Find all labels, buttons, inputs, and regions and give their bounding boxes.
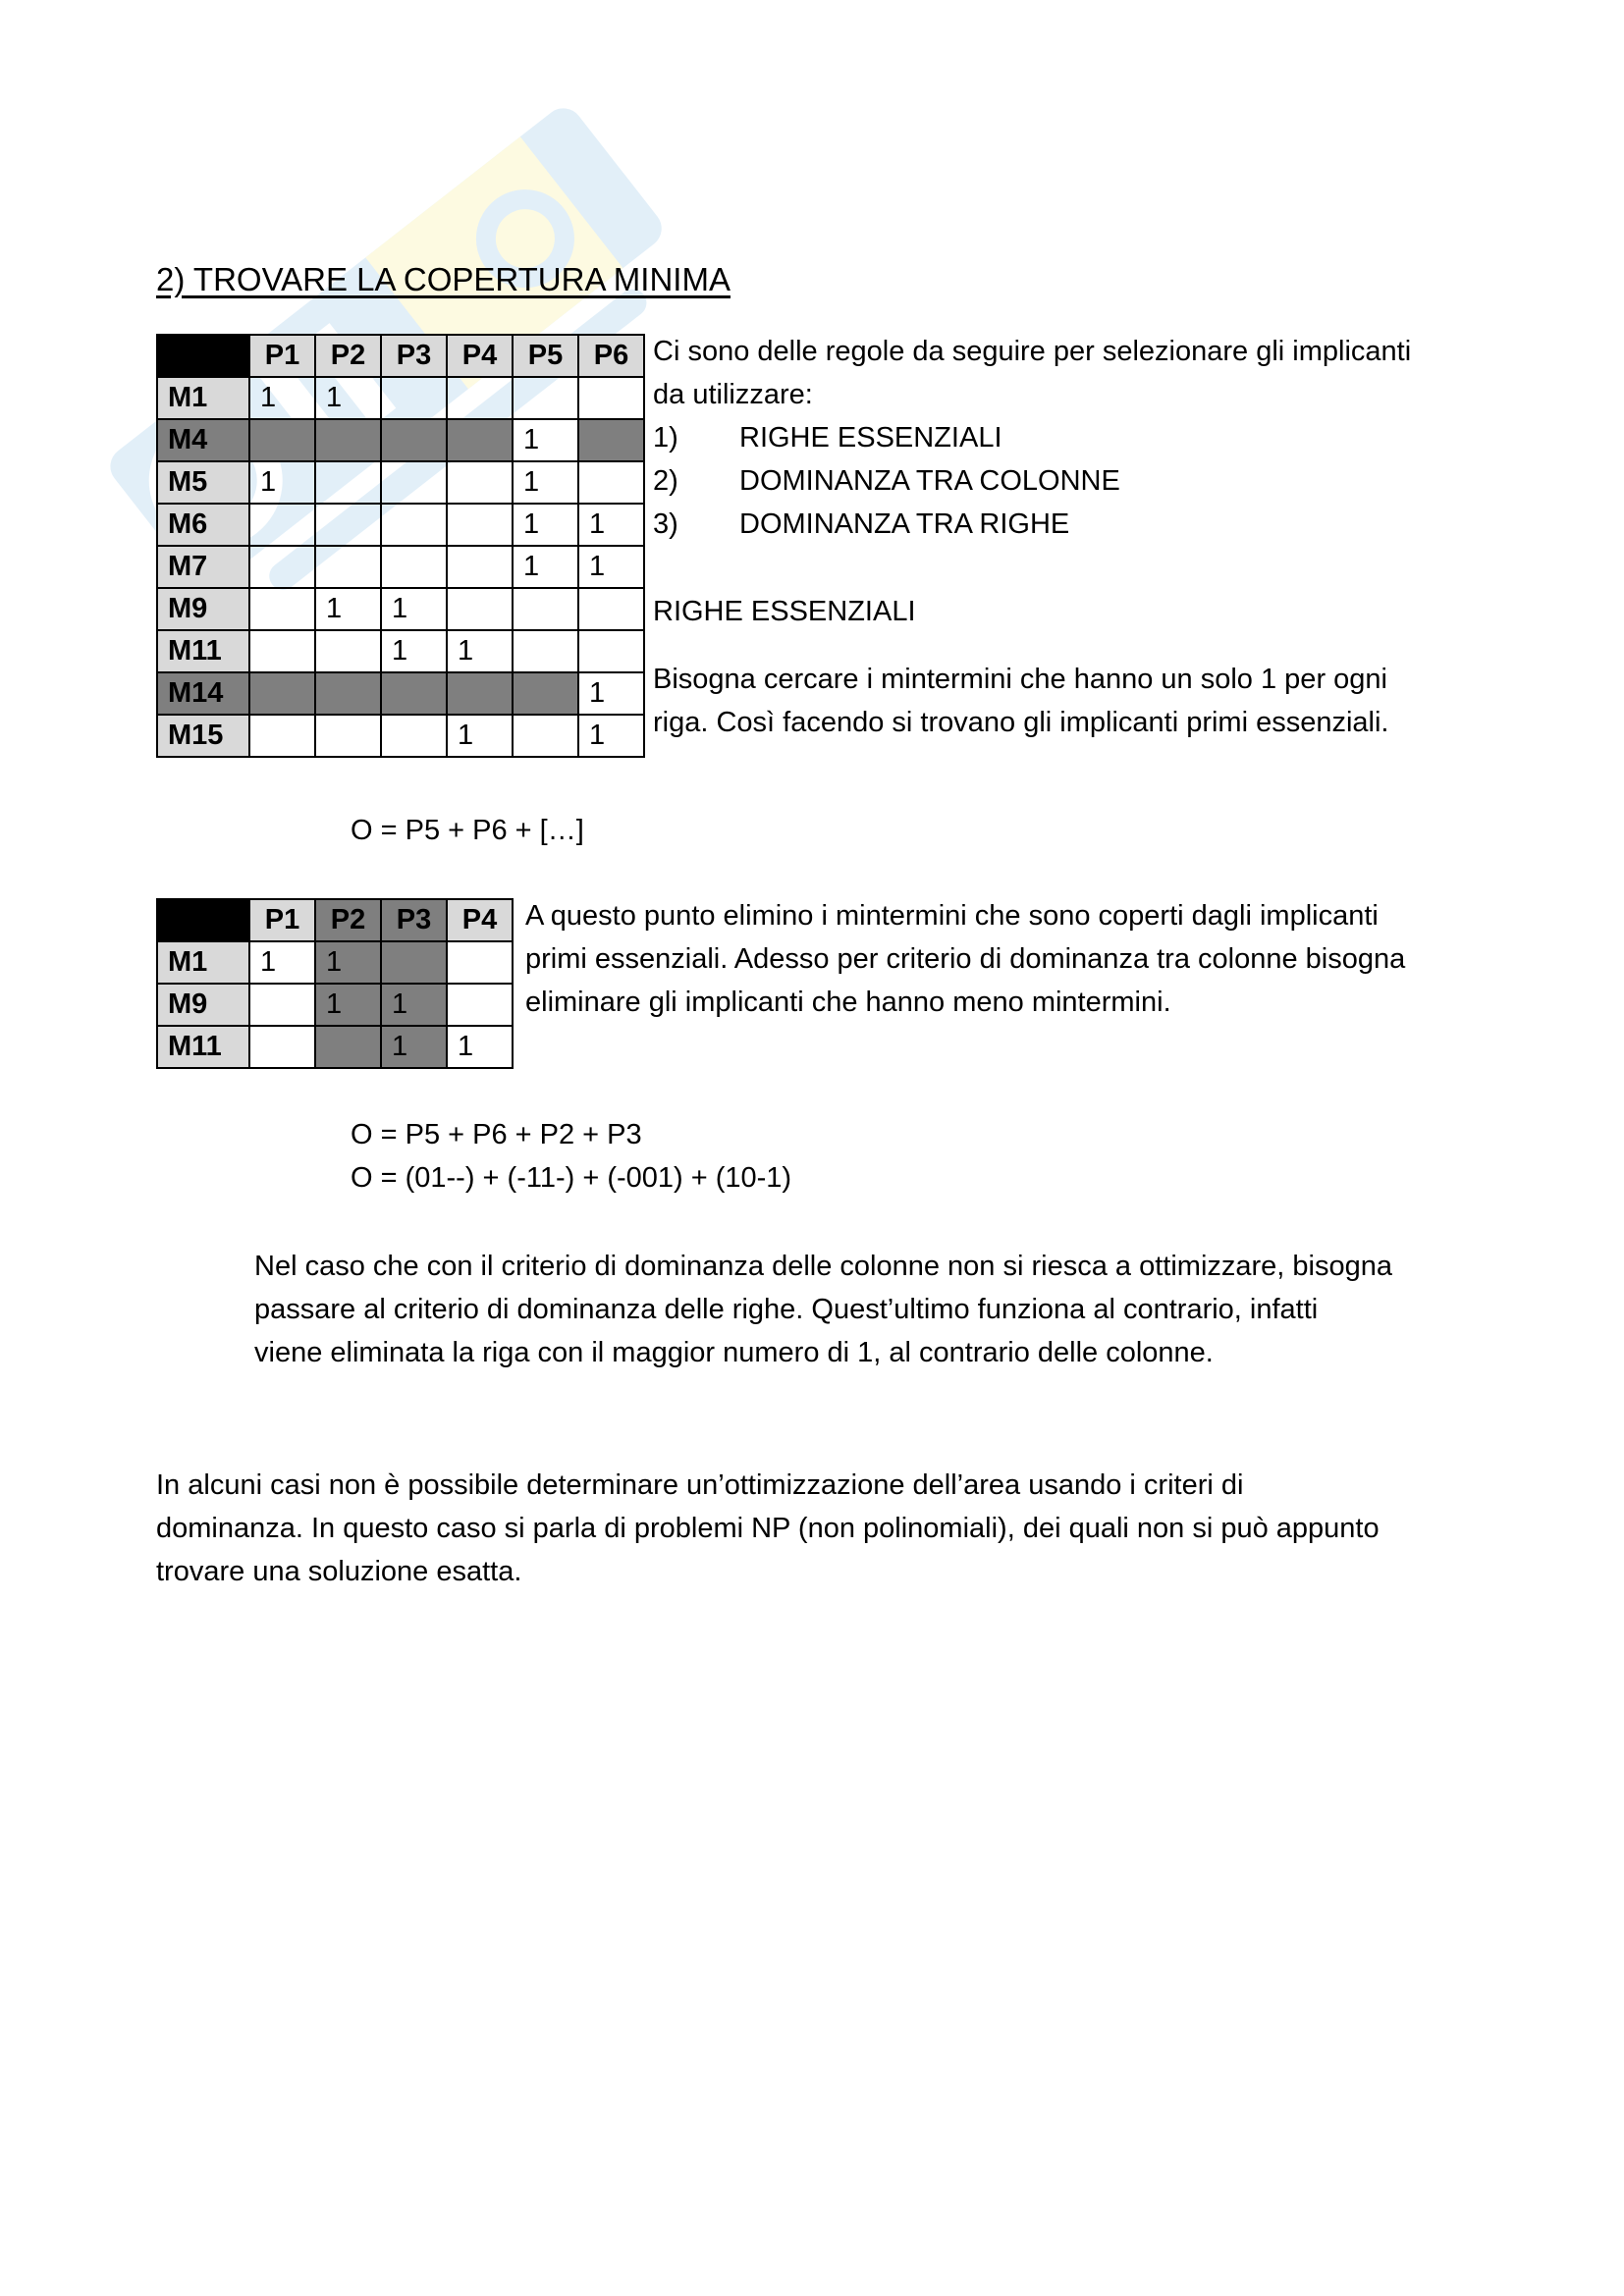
table-cell: 1: [315, 588, 381, 630]
column-header: P5: [513, 335, 578, 377]
table-row: [157, 546, 644, 588]
table-cell: [315, 461, 381, 504]
column-header-highlighted: P2: [315, 899, 381, 941]
table-cell: 1: [315, 941, 381, 984]
table-cell: [513, 630, 578, 672]
column-header: P1: [249, 899, 315, 941]
table-cell: [249, 588, 315, 630]
table-cell: 1: [578, 715, 644, 757]
table-cell: [447, 672, 513, 715]
table-cell: [447, 984, 513, 1026]
table-cell: 1: [249, 377, 315, 419]
table-cell: [513, 715, 578, 757]
table-cell: [381, 546, 447, 588]
coverage-table-2: [156, 898, 514, 1069]
row-header: M1: [157, 377, 249, 419]
list-number: 3): [653, 508, 678, 540]
table-cell: [381, 461, 447, 504]
table-cell: 1: [513, 504, 578, 546]
essential-line-1: Bisogna cercare i mintermini che hanno un solo 1 per ogni: [653, 664, 1387, 695]
table-row: [157, 941, 513, 984]
list-text: RIGHE ESSENZIALI: [739, 422, 1002, 454]
table-row: [157, 984, 513, 1026]
table-cell: 1: [447, 715, 513, 757]
row-header: M11: [157, 630, 249, 672]
table-cell: 1: [578, 546, 644, 588]
columns-text-line-2: primi essenziali. Adesso per criterio di dominanza tra colonne bisogna: [525, 943, 1406, 975]
table-cell: 1: [447, 1026, 513, 1068]
table-cell: [249, 715, 315, 757]
table-row: [157, 630, 644, 672]
essential-heading: RIGHE ESSENZIALI: [653, 596, 916, 627]
table-cell: [381, 377, 447, 419]
table-cell: [447, 546, 513, 588]
formula-3: O = (01--) + (-11-) + (-001) + (10-1): [351, 1162, 792, 1194]
table-cell: [513, 672, 578, 715]
table-cell: [447, 588, 513, 630]
row-header: M14: [157, 672, 249, 715]
table-cell: [513, 588, 578, 630]
column-header: P4: [447, 899, 513, 941]
table-row-highlighted: [157, 672, 644, 715]
columns-text-line-3: eliminare gli implicanti che hanno meno mintermini.: [525, 987, 1171, 1018]
rules-list-item: [653, 503, 1069, 546]
rules-intro-line-1: Ci sono delle regole da seguire per selezionare gli implicanti: [653, 336, 1412, 367]
table-cell: [578, 588, 644, 630]
table-cell: 1: [513, 419, 578, 461]
column-header: P6: [578, 335, 644, 377]
table-cell: [315, 715, 381, 757]
essential-line-2: riga. Così facendo si trovano gli implicanti primi essenziali.: [653, 707, 1389, 738]
table-cell: [249, 984, 315, 1026]
rows-paragraph-line-1: Nel caso che con il criterio di dominanza delle colonne non si riesca a ottimizzare, bisogna: [254, 1251, 1392, 1282]
list-text: DOMINANZA TRA RIGHE: [739, 508, 1070, 540]
column-header-highlighted: P3: [381, 899, 447, 941]
table-cell: [381, 715, 447, 757]
table-cell: [513, 377, 578, 419]
table-cell: [315, 546, 381, 588]
table-cell: 1: [513, 461, 578, 504]
table-header-row: [157, 899, 513, 941]
table-cell: [249, 504, 315, 546]
row-header: M6: [157, 504, 249, 546]
table-cell: 1: [381, 588, 447, 630]
table-cell: [249, 630, 315, 672]
table-cell: 1: [447, 630, 513, 672]
table-row: [157, 377, 644, 419]
list-number: 1): [653, 422, 678, 454]
formula-1: O = P5 + P6 + […]: [351, 815, 584, 846]
column-header: P3: [381, 335, 447, 377]
table-cell: 1: [381, 1026, 447, 1068]
row-header: M11: [157, 1026, 249, 1068]
table-cell: [249, 419, 315, 461]
table-cell: [381, 504, 447, 546]
row-header: M4: [157, 419, 249, 461]
list-text: DOMINANZA TRA COLONNE: [739, 465, 1120, 497]
rules-list-item: [653, 416, 1002, 459]
rules-intro-line-2: da utilizzare:: [653, 379, 813, 410]
table-cell: [381, 941, 447, 984]
table-cell: [447, 377, 513, 419]
row-header: M1: [157, 941, 249, 984]
rows-paragraph-line-3: viene eliminata la riga con il maggior numero di 1, al contrario delle colonne.: [254, 1337, 1214, 1368]
table-row: [157, 588, 644, 630]
table-row-highlighted: [157, 419, 644, 461]
table-cell: [447, 419, 513, 461]
table-cell: [381, 419, 447, 461]
coverage-table-1: [156, 334, 645, 758]
column-header: P4: [447, 335, 513, 377]
np-paragraph-line-3: trovare una soluzione esatta.: [156, 1556, 522, 1587]
table-cell: 1: [315, 984, 381, 1026]
table-cell: [315, 1026, 381, 1068]
table-cell: [249, 1026, 315, 1068]
table-cell: [447, 504, 513, 546]
table-cell: 1: [249, 461, 315, 504]
table-cell: [578, 419, 644, 461]
columns-text-line-1: A questo punto elimino i mintermini che sono coperti dagli implicanti: [525, 900, 1379, 932]
table-row: [157, 504, 644, 546]
row-header: M15: [157, 715, 249, 757]
table-cell: [578, 630, 644, 672]
row-header: M5: [157, 461, 249, 504]
table-cell: 1: [249, 941, 315, 984]
rules-list-item: [653, 459, 1120, 503]
table-cell: [249, 672, 315, 715]
column-header: P2: [315, 335, 381, 377]
table-corner: [157, 335, 249, 377]
row-header: M9: [157, 588, 249, 630]
formula-2: O = P5 + P6 + P2 + P3: [351, 1119, 642, 1150]
table-cell: [315, 419, 381, 461]
table-row: [157, 715, 644, 757]
table-cell: 1: [381, 984, 447, 1026]
table-row: [157, 1026, 513, 1068]
np-paragraph-line-1: In alcuni casi non è possibile determinare un’ottimizzazione dell’area usando i criteri di: [156, 1469, 1244, 1501]
table-cell: [381, 672, 447, 715]
page-title: 2) TROVARE LA COPERTURA MINIMA: [156, 261, 731, 297]
table-cell: 1: [315, 377, 381, 419]
table-header-row: [157, 335, 644, 377]
table-cell: [315, 672, 381, 715]
column-header: P1: [249, 335, 315, 377]
table-cell: [578, 377, 644, 419]
np-paragraph-line-2: dominanza. In questo caso si parla di problemi NP (non polinomiali), dei quali non si può appunto: [156, 1513, 1380, 1544]
table-corner: [157, 899, 249, 941]
list-number: 2): [653, 465, 678, 497]
table-cell: [315, 504, 381, 546]
table-cell: [249, 546, 315, 588]
table-cell: [447, 941, 513, 984]
table-cell: [447, 461, 513, 504]
table-cell: 1: [578, 504, 644, 546]
table-cell: 1: [381, 630, 447, 672]
table-cell: [315, 630, 381, 672]
table-cell: 1: [513, 546, 578, 588]
table-cell: [578, 461, 644, 504]
row-header: M7: [157, 546, 249, 588]
rows-paragraph-line-2: passare al criterio di dominanza delle righe. Quest’ultimo funziona al contrario, infatti: [254, 1294, 1319, 1325]
table-row: [157, 461, 644, 504]
row-header: M9: [157, 984, 249, 1026]
table-cell: 1: [578, 672, 644, 715]
